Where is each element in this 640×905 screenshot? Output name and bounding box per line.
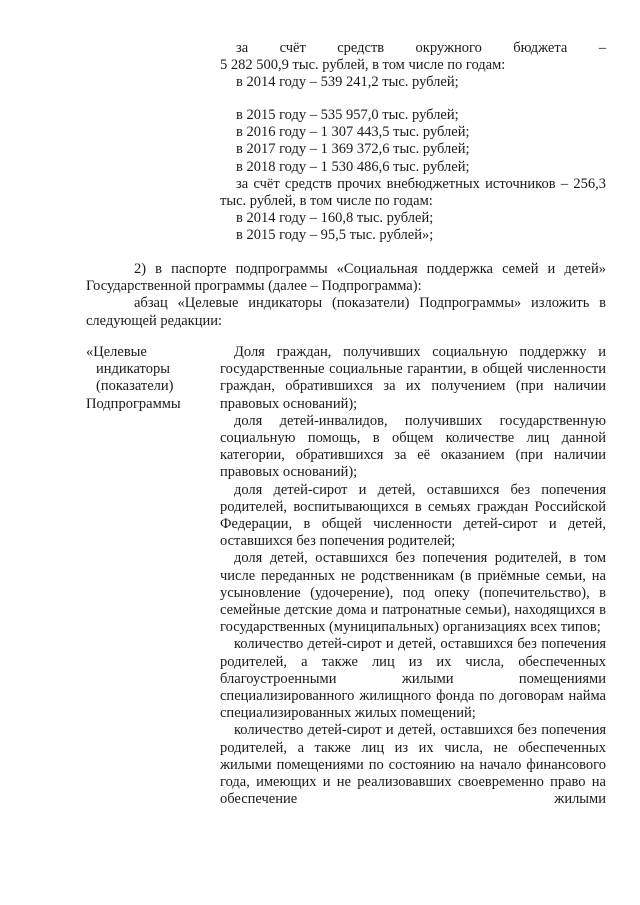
abzac-paragraph: абзац «Целевые индикаторы (показатели) Подпрограммы» изложить в следующей редакции: [86,295,606,329]
budget-line-first [220,40,606,57]
other-sources-paragraph: за счёт средств прочих внебюджетных источников – 256,3 тыс. рублей, в том числе по годам: [220,175,606,210]
indicator-paragraph: доля детей, оставшихся без попечения родителей, в том числе переданных не родственникам (в приёмные семьи, на усыновление (удочерение), под опеку (попечительство), в семейные детские дома и патронатные семьи), находящихся в государственных (муниципальных) организациях всех типов; [220,550,606,636]
year-line: в 2017 году – 1 369 372,6 тыс. рублей; [236,141,470,158]
word: средств [337,40,385,56]
word: за [236,40,249,56]
year-line: в 2014 году – 160,8 тыс. рублей; [236,210,434,227]
label-line: индикаторы [96,361,170,378]
item-2-paragraph: 2) в паспорте подпрограммы «Социальная поддержка семей и детей» Государственной программы (далее – Подпрограмма): [86,261,606,295]
indicators-label-column [86,344,216,413]
indicator-paragraph: доля детей-сирот и детей, оставшихся без попечения родителей, воспитывающихся в семьях граждан Российской Федерации, в общей численности детей-сирот и детей, оставшихся без попечения родителей; [220,481,606,550]
label-line: «Целевые [86,344,147,360]
word: – [598,40,606,56]
year-line: в 2014 году – 539 241,2 тыс. рублей; [236,74,459,91]
word: бюджета [513,40,568,56]
indicator-paragraph: количество детей-сирот и детей, оставшихся без попечения родителей, а также лиц из их числа, не обеспеченных жилыми помещениями по состоянию на начало финансового года, имеющих и не реализовавших своевременно право на обеспечение жилыми [220,722,606,808]
budget-section [220,40,606,92]
word: окружного [415,40,482,56]
year-line: в 2016 году – 1 307 443,5 тыс. рублей; [236,124,470,141]
budget-years-section [220,107,606,245]
year-line: в 2015 году – 95,5 тыс. рублей»; [236,227,434,244]
indicator-paragraph: количество детей-сирот и детей, оставшихся без попечения родителей, а также лиц из их числа, обеспеченных благоустроенными жилыми помещениями специализированного жилищного фонда по договорам найма специализированных жилых помещений; [220,636,606,722]
indicator-paragraph: Доля граждан, получивших социальную поддержку и государственные социальные гарантии, в общей численности граждан, обратившихся за их получением (при наличии правовых оснований); [220,344,606,412]
year-line: в 2018 году – 1 530 486,6 тыс. рублей; [236,158,470,175]
label-line: Подпрограммы [86,395,181,412]
indicators-text-column [220,344,606,808]
label-line: (показатели) [96,378,174,395]
word: счёт [279,40,306,56]
item-2-section [86,261,606,330]
year-line: в 2015 году – 535 957,0 тыс. рублей; [236,107,459,123]
indicator-paragraph: доля детей-инвалидов, получивших государственную социальную помощь, в общем количестве лиц данной категории, обратившихся за её оказанием (при наличии правовых оснований); [220,412,606,481]
budget-total-line: 5 282 500,9 тыс. рублей, в том числе по годам: [220,57,506,74]
